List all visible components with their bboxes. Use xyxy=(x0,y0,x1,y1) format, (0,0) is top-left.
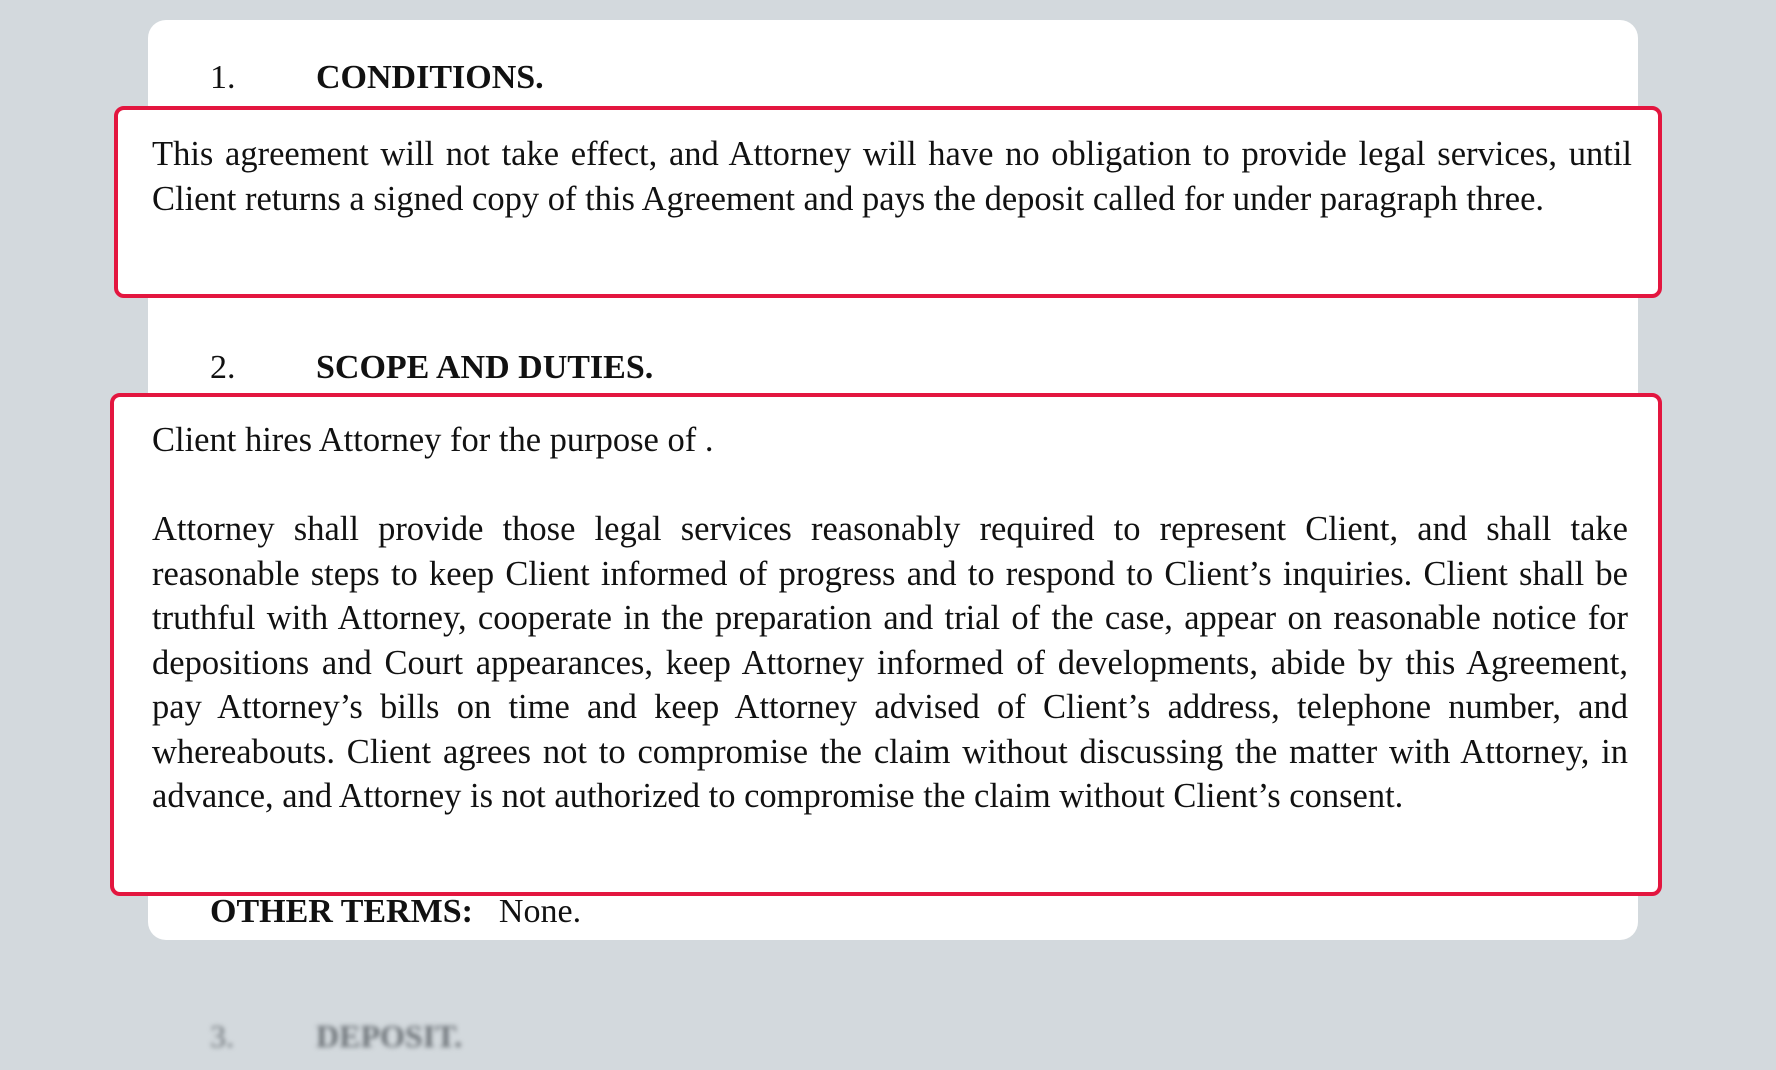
other-terms-line xyxy=(210,892,581,932)
section-title: SCOPE AND DUTIES. xyxy=(316,349,654,386)
section-number: 1. xyxy=(210,59,236,96)
conditions-paragraph: This agreement will not take effect, and Attorney will have no obligation to provide legal services, until Client returns a signed copy of this Agreement and pays the deposit called for under paragraph three. xyxy=(152,135,1632,218)
section-title: DEPOSIT. xyxy=(316,1018,463,1054)
section-number: 2. xyxy=(210,349,236,386)
other-terms-value: None. xyxy=(498,893,582,930)
scope-purpose-paragraph: Client hires Attorney for the purpose of . xyxy=(152,421,714,459)
scope-duties-paragraph: Attorney shall provide those legal services reasonably required to represent Client, and shall take reasonable steps to keep Client informed of progress and to respond to Client’s inquiries. Client shall be truthful with Attorney, cooperate in the preparation and trial of the case, appear on reasonable notice for depositions and Court appearances, keep Attorney informed of developments, abide by this Agreement, pay Attorney’s bills on time and keep Attorney advised of Client’s address, telephone number, and whereabouts. Client agrees not to compromise the claim without discussing the matter with Attorney, in advance, and Attorney is not authorized to compromise the claim without Client’s consent. xyxy=(152,510,1628,815)
section-number: 3. xyxy=(210,1018,234,1054)
other-terms-label: OTHER TERMS: xyxy=(210,893,473,930)
section-title: CONDITIONS. xyxy=(316,59,544,96)
